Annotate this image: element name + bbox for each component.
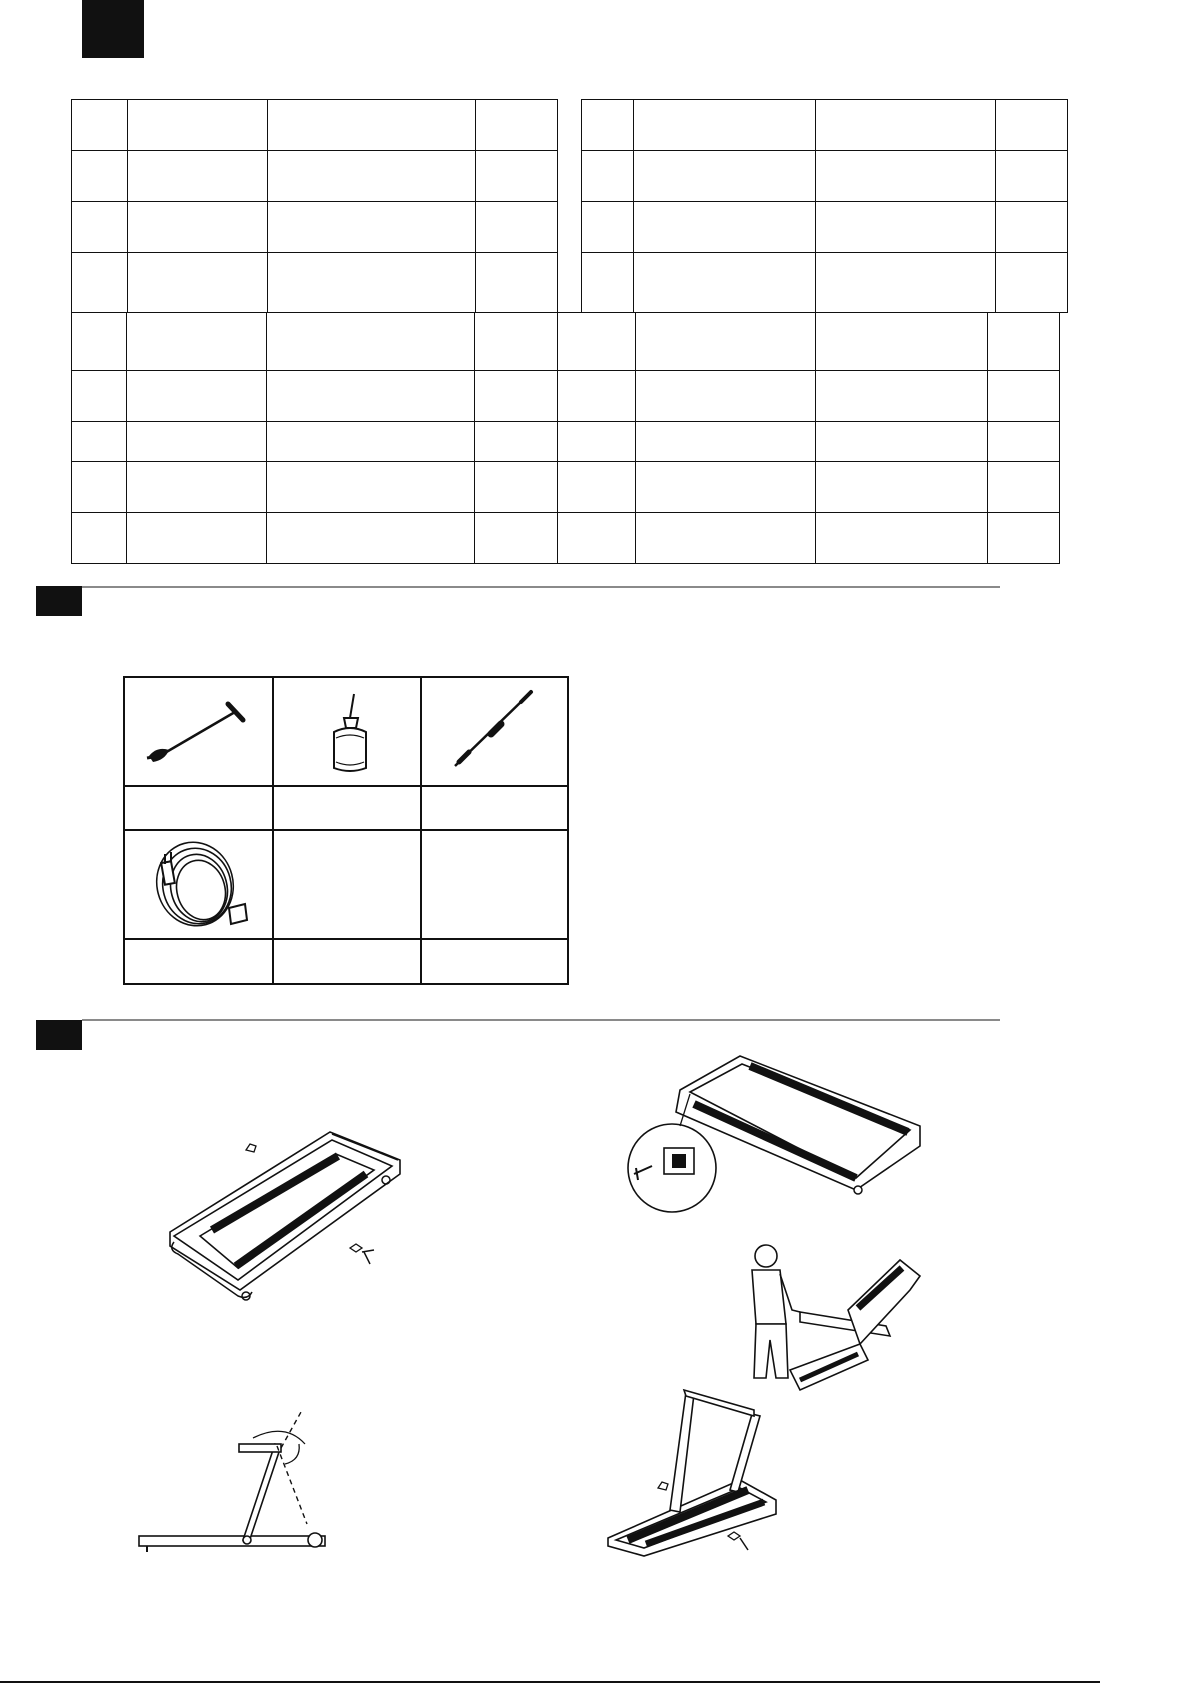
- table-cell: [476, 253, 558, 313]
- table-cell: [988, 313, 1060, 371]
- table-cell: [582, 100, 634, 151]
- parts-table-bottom: [71, 312, 1060, 564]
- table-cell: [816, 313, 988, 371]
- table-cell: [558, 462, 636, 513]
- table-cell: [268, 253, 476, 313]
- table-cell: [475, 422, 558, 462]
- table-cell: [267, 313, 475, 371]
- t-handle-allen-key-icon: [139, 698, 259, 768]
- table-cell: [636, 313, 816, 371]
- table-cell: [72, 371, 127, 422]
- table-cell: [816, 371, 988, 422]
- table-cell: [816, 462, 988, 513]
- parts-table-top-right: [581, 99, 1068, 313]
- table-cell: [72, 462, 127, 513]
- table-cell: [634, 151, 816, 202]
- table-cell: [558, 422, 636, 462]
- table-cell: [558, 371, 636, 422]
- table-cell: [267, 462, 475, 513]
- table-cell: [72, 151, 128, 202]
- table-cell: [268, 100, 476, 151]
- table-cell: [476, 100, 558, 151]
- power-cord-icon: [145, 836, 255, 936]
- grid-divider: [125, 938, 567, 940]
- table-cell: [996, 202, 1068, 253]
- table-cell: [72, 253, 128, 313]
- parts-table-top-left: [71, 99, 558, 313]
- table-cell: [72, 100, 128, 151]
- handlebar-unfold-side-view-icon: [135, 1400, 335, 1560]
- table-cell: [268, 151, 476, 202]
- table-cell: [996, 100, 1068, 151]
- table-cell: [582, 151, 634, 202]
- table-cell: [128, 100, 268, 151]
- table-cell: [636, 513, 816, 564]
- table-cell: [72, 513, 127, 564]
- table-cell: [475, 513, 558, 564]
- table-cell: [72, 422, 127, 462]
- table-cell: [475, 371, 558, 422]
- table-cell: [816, 151, 996, 202]
- treadmill-handlebar-upright-icon: [600, 1384, 790, 1564]
- table-cell: [988, 462, 1060, 513]
- table-cell: [127, 313, 267, 371]
- table-cell: [634, 100, 816, 151]
- table-cell: [127, 371, 267, 422]
- table-cell: [816, 202, 996, 253]
- page-footer-rule: [0, 1681, 1100, 1683]
- table-cell: [475, 313, 558, 371]
- table-cell: [636, 371, 816, 422]
- section-divider: [82, 1019, 1000, 1021]
- table-cell: [816, 422, 988, 462]
- table-cell: [72, 202, 128, 253]
- table-cell: [558, 313, 636, 371]
- table-cell: [476, 202, 558, 253]
- table-cell: [72, 313, 127, 371]
- table-cell: [475, 462, 558, 513]
- lubricant-oil-bottle-icon: [320, 692, 380, 776]
- table-cell: [988, 371, 1060, 422]
- table-cell: [996, 253, 1068, 313]
- table-cell: [127, 422, 267, 462]
- table-cell: [636, 422, 816, 462]
- table-cell: [268, 202, 476, 253]
- screwdriver-wrench-tool-icon: [435, 688, 555, 774]
- table-cell: [816, 253, 996, 313]
- table-cell: [128, 253, 268, 313]
- table-cell: [582, 202, 634, 253]
- table-cell: [267, 422, 475, 462]
- table-cell: [634, 253, 816, 313]
- table-cell: [127, 462, 267, 513]
- section-marker-accessories: [36, 586, 82, 616]
- table-cell: [816, 100, 996, 151]
- table-cell: [267, 513, 475, 564]
- section-marker-folding: [36, 1020, 82, 1050]
- table-cell: [582, 253, 634, 313]
- table-cell: [558, 513, 636, 564]
- table-cell: [996, 151, 1068, 202]
- table-cell: [128, 151, 268, 202]
- table-cell: [816, 513, 988, 564]
- grid-divider: [125, 785, 567, 787]
- grid-divider: [125, 829, 567, 831]
- table-cell: [634, 202, 816, 253]
- treadmill-detail-magnifier-icon: [620, 1050, 920, 1220]
- table-cell: [128, 202, 268, 253]
- accessories-grid: [123, 676, 569, 985]
- table-cell: [988, 422, 1060, 462]
- table-cell: [127, 513, 267, 564]
- table-cell: [476, 151, 558, 202]
- table-cell: [636, 462, 816, 513]
- table-cell: [267, 371, 475, 422]
- table-cell: [988, 513, 1060, 564]
- treadmill-bolts-removed-icon: [160, 1120, 420, 1306]
- section-divider: [82, 586, 1000, 588]
- section-header-block: [82, 0, 144, 58]
